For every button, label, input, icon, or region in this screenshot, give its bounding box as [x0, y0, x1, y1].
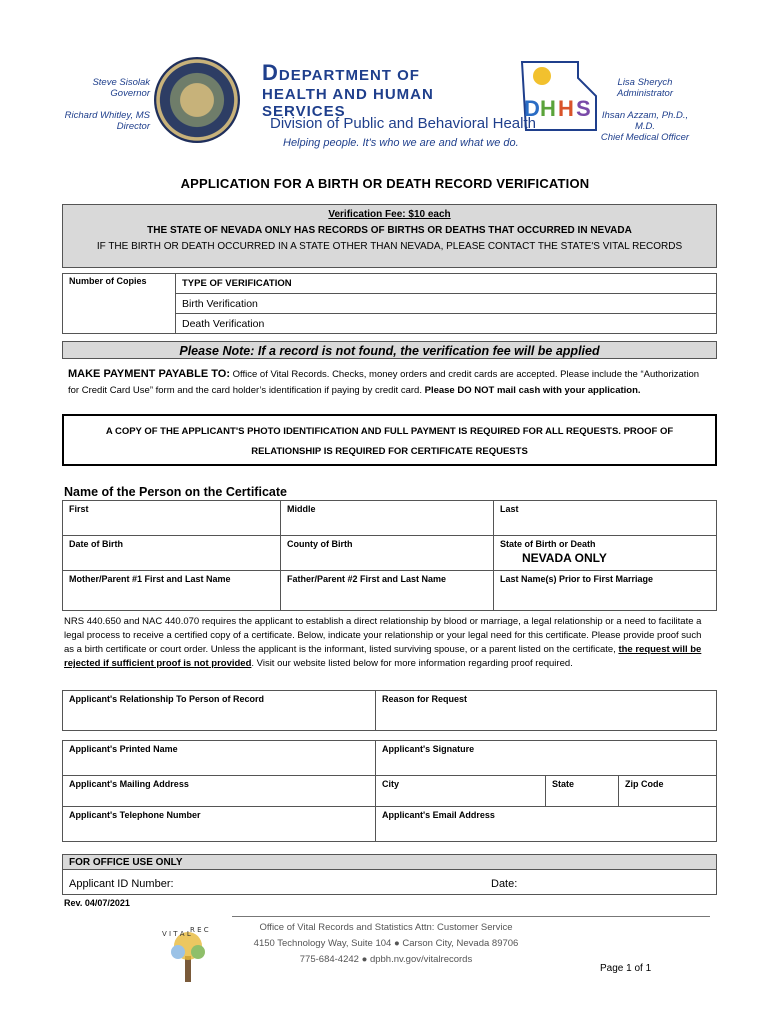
dept-line2: HEALTH AND HUMAN SERVICES [262, 86, 434, 120]
director-name: Richard Whitley, MS [64, 110, 150, 121]
nevada-only-label: NEVADA ONLY [522, 551, 607, 565]
svg-text:S: S [576, 96, 591, 121]
office-use-heading: FOR OFFICE USE ONLY [62, 854, 717, 870]
footer-contact[interactable]: 775-684-4242 ● dpbh.nv.gov/vitalrecords [299, 954, 473, 965]
division-name: Division of Public and Behavioral Health [270, 115, 536, 132]
mailing-address-field[interactable]: Applicant's Mailing Address [63, 776, 376, 807]
city-field[interactable]: City [376, 776, 546, 807]
parent2-name-field[interactable]: Father/Parent #2 First and Last Name [281, 571, 494, 611]
first-name-field[interactable]: First [63, 501, 281, 536]
telephone-field[interactable]: Applicant's Telephone Number [63, 807, 376, 842]
director-title: Director [116, 121, 150, 132]
parent1-name-field[interactable]: Mother/Parent #1 First and Last Name [63, 571, 281, 611]
prior-last-names-field[interactable]: Last Name(s) Prior to First Marriage [494, 571, 717, 611]
administrator-names [600, 77, 690, 143]
state-field[interactable]: State [546, 776, 619, 807]
number-of-copies-label[interactable]: Number of Copies [63, 274, 176, 334]
payment-instructions [68, 366, 708, 399]
payment-no-cash: Please DO NOT mail cash with your application. [424, 385, 641, 396]
signature-field[interactable]: Applicant's Signature [376, 741, 717, 776]
payment-text: Office of Vital Records. Checks, money orders and credit cards are accepted. Please include the “Authorization for Credit Card Use” form and the card holder’s identification if paying by credit card. [68, 369, 700, 396]
office-use-row [62, 870, 717, 895]
email-field[interactable]: Applicant's Email Address [376, 807, 717, 842]
page-number: Page 1 of 1 [600, 963, 652, 974]
death-verification-option[interactable]: Death Verification [176, 314, 717, 334]
cmo-title: Chief Medical Officer [600, 132, 690, 143]
birth-verification-option[interactable]: Birth Verification [176, 294, 717, 314]
svg-text:R E C: R E C [190, 926, 209, 934]
fee-text: Verification Fee: $10 each [328, 209, 451, 220]
state-only-text: THE STATE OF NEVADA ONLY HAS RECORDS OF BIRTHS OR DEATHS THAT OCCURRED IN NEVADA [147, 225, 632, 236]
page-title: APPLICATION FOR A BIRTH OR DEATH RECORD VERIFICATION [180, 176, 590, 191]
county-of-birth-field[interactable]: County of Birth [281, 536, 494, 571]
dept-line1: DDEPARTMENT OF [262, 60, 420, 85]
requirement-line2: RELATIONSHIP IS REQUIRED FOR CERTIFICATE REQUESTS [251, 446, 528, 457]
svg-text:V I T A L: V I T A L [162, 930, 191, 938]
zip-code-field[interactable]: Zip Code [619, 776, 717, 807]
other-state-text: IF THE BIRTH OR DEATH OCCURRED IN A STATE OTHER THAN NEVADA, PLEASE CONTACT THE STATE'S VITAL RECORDS [96, 241, 683, 252]
requirement-box [62, 414, 717, 466]
printed-name-field[interactable]: Applicant's Printed Name [63, 741, 376, 776]
nrs-text-part2: . Visit our website listed below for more information regarding proof required. [251, 658, 573, 669]
state-of-birth-field[interactable] [494, 536, 717, 571]
last-name-field[interactable]: Last [494, 501, 717, 536]
revision-date: Rev. 04/07/2021 [64, 898, 130, 908]
administrator-name: Lisa Sherych [617, 77, 673, 88]
footer-divider [232, 916, 710, 917]
governor-title: Governor [110, 88, 150, 99]
footer-street: 4150 Technology Way, Suite 104 ● Carson City, Nevada 89706 [253, 938, 519, 949]
applicant-table [62, 740, 717, 842]
nrs-text-part1: NRS 440.650 and NAC 440.070 requires the applicant to establish a direct relationship by blood or marriage, a legal relationship or a need to facilitate a legal process to receive a certified copy of a certificate. Below, indicate your relationship or your legal need for this certificate. Please provide proof such as a birth certificate or court order. Unless the applicant is the informant, listed surviving spouse, or a parent listed on the certificate, [64, 616, 702, 655]
reason-field[interactable]: Reason for Request [376, 691, 717, 731]
svg-text:H: H [540, 96, 556, 121]
dhhs-logo [518, 58, 600, 133]
copies-table [62, 273, 717, 334]
tagline: Helping people. It's who we are and what we do. [283, 137, 519, 149]
type-of-verification-label: TYPE OF VERIFICATION [176, 274, 717, 294]
nevada-state-seal [154, 57, 240, 143]
payment-lead: MAKE PAYMENT PAYABLE TO: [68, 368, 230, 380]
footer-address [226, 920, 546, 968]
applicant-id-label[interactable]: Applicant ID Number: [69, 878, 174, 890]
footer-office: Office of Vital Records and Statistics Attn: Customer Service [259, 922, 513, 933]
relationship-field[interactable]: Applicant's Relationship To Person of Record [63, 691, 376, 731]
person-section-title: Name of the Person on the Certificate [64, 485, 287, 499]
governor-name: Steve Sisolak [92, 77, 150, 88]
record-not-found-note: Please Note: If a record is not found, the verification fee will be applied [62, 341, 717, 359]
requirement-line1: A COPY OF THE APPLICANT'S PHOTO IDENTIFICATION AND FULL PAYMENT IS REQUIRED FOR ALL REQUESTS. PROOF OF [105, 426, 674, 437]
office-date-label[interactable]: Date: [491, 878, 518, 890]
fee-info-box [62, 204, 717, 268]
svg-text:H: H [558, 96, 574, 121]
state-of-birth-label: State of Birth or Death [500, 539, 596, 549]
person-table [62, 500, 717, 611]
svg-text:D: D [524, 96, 540, 121]
middle-name-field[interactable]: Middle [281, 501, 494, 536]
date-of-birth-field[interactable]: Date of Birth [63, 536, 281, 571]
governor-names [60, 77, 150, 132]
rejection-warning: the request will be rejected if sufficient proof is not provided [64, 644, 702, 669]
administrator-title: Administrator [617, 88, 673, 99]
cmo-name: Ihsan Azzam, Ph.D., M.D. [601, 110, 689, 132]
relationship-table [62, 690, 717, 731]
nrs-requirements-text [64, 615, 712, 671]
vital-records-tree-logo [156, 922, 220, 984]
